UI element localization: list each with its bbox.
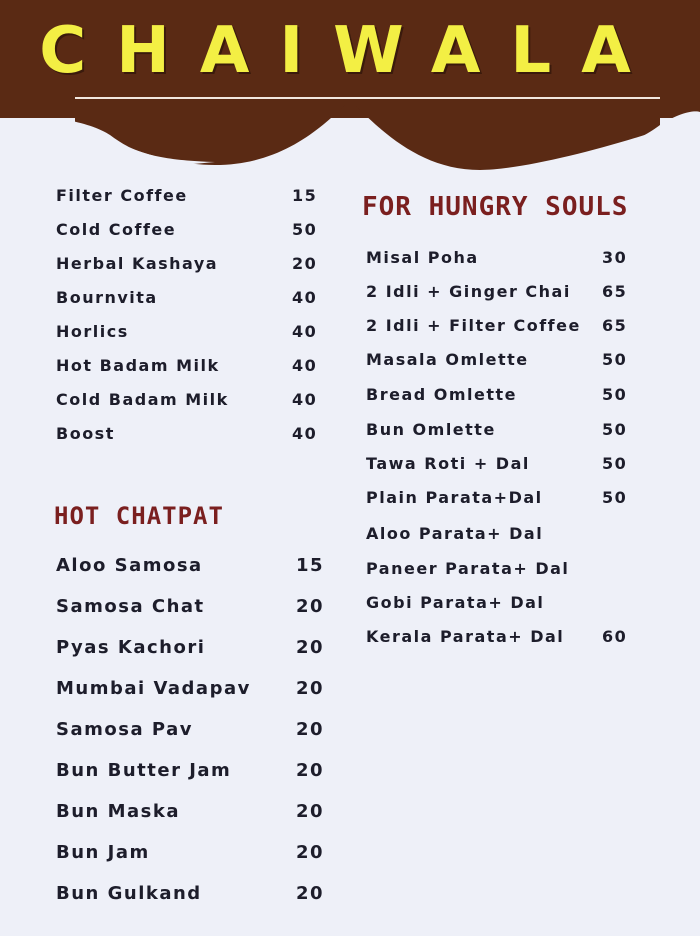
item-price: 20 — [296, 596, 325, 617]
item-price: 60 — [602, 627, 628, 646]
item-price: 50 — [292, 220, 318, 239]
item-name: Bun Omlette — [366, 420, 496, 439]
item-name: Gobi Parata+ Dal — [366, 593, 545, 612]
item-price: 50 — [602, 350, 628, 369]
item-price: 65 — [602, 282, 628, 301]
brand-title: CHAIWALA — [39, 14, 661, 88]
item-name: Boost — [56, 424, 115, 443]
item-price: 20 — [296, 719, 325, 740]
item-price: 40 — [292, 356, 318, 375]
item-price: 50 — [602, 385, 628, 404]
item-name: Bun Maska — [56, 801, 181, 822]
item-price: 20 — [296, 842, 325, 863]
hot-chatpat-heading: HOT CHATPAT — [54, 502, 224, 530]
item-price: 15 — [296, 555, 325, 576]
item-name: Plain Parata+Dal — [366, 488, 543, 507]
item-price: 20 — [292, 254, 318, 273]
item-name: Mumbai Vadapav — [56, 678, 251, 699]
item-price: 20 — [296, 678, 325, 699]
item-name: 2 Idli + Filter Coffee — [366, 316, 581, 335]
hungry-souls-section — [366, 248, 666, 658]
item-name: Bun Gulkand — [56, 883, 202, 904]
item-price: 50 — [602, 420, 628, 439]
item-name: 2 Idli + Ginger Chai — [366, 282, 571, 301]
item-name: Bun Jam — [56, 842, 150, 863]
item-name: Paneer Parata+ Dal — [366, 559, 570, 578]
item-name: Samosa Pav — [56, 719, 193, 740]
item-name: Hot Badam Milk — [56, 356, 220, 375]
item-name: Misal Poha — [366, 248, 479, 267]
item-name: Samosa Chat — [56, 596, 205, 617]
hungry-souls-heading: FOR HUNGRY SOULS — [362, 192, 629, 222]
hot-chatpat-section — [56, 555, 336, 915]
item-price: 50 — [602, 454, 628, 473]
item-price: 20 — [296, 760, 325, 781]
item-name: Tawa Roti + Dal — [366, 454, 530, 473]
item-name: Bournvita — [56, 288, 158, 307]
item-name: Aloo Samosa — [56, 555, 203, 576]
item-price: 20 — [296, 637, 325, 658]
item-price: 15 — [292, 186, 318, 205]
item-name: Horlics — [56, 322, 129, 341]
beverages-section — [56, 186, 336, 456]
item-price: 50 — [602, 488, 628, 507]
item-name: Masala Omlette — [366, 350, 529, 369]
item-price: 30 — [602, 248, 628, 267]
item-name: Bun Butter Jam — [56, 760, 232, 781]
menu-header — [0, 0, 700, 170]
item-name: Aloo Parata+ Dal — [366, 524, 544, 543]
item-price: 20 — [296, 801, 325, 822]
item-price: 40 — [292, 424, 318, 443]
item-name: Cold Coffee — [56, 220, 177, 239]
item-name: Cold Badam Milk — [56, 390, 229, 409]
item-name: Pyas Kachori — [56, 637, 206, 658]
item-price: 40 — [292, 390, 318, 409]
item-price: 40 — [292, 288, 318, 307]
item-name: Bread Omlette — [366, 385, 518, 404]
item-name: Herbal Kashaya — [56, 254, 219, 273]
item-price: 40 — [292, 322, 318, 341]
item-price: 65 — [602, 316, 628, 335]
item-name: Kerala Parata+ Dal — [366, 627, 565, 646]
item-price: 20 — [296, 883, 325, 904]
item-name: Filter Coffee — [56, 186, 188, 205]
